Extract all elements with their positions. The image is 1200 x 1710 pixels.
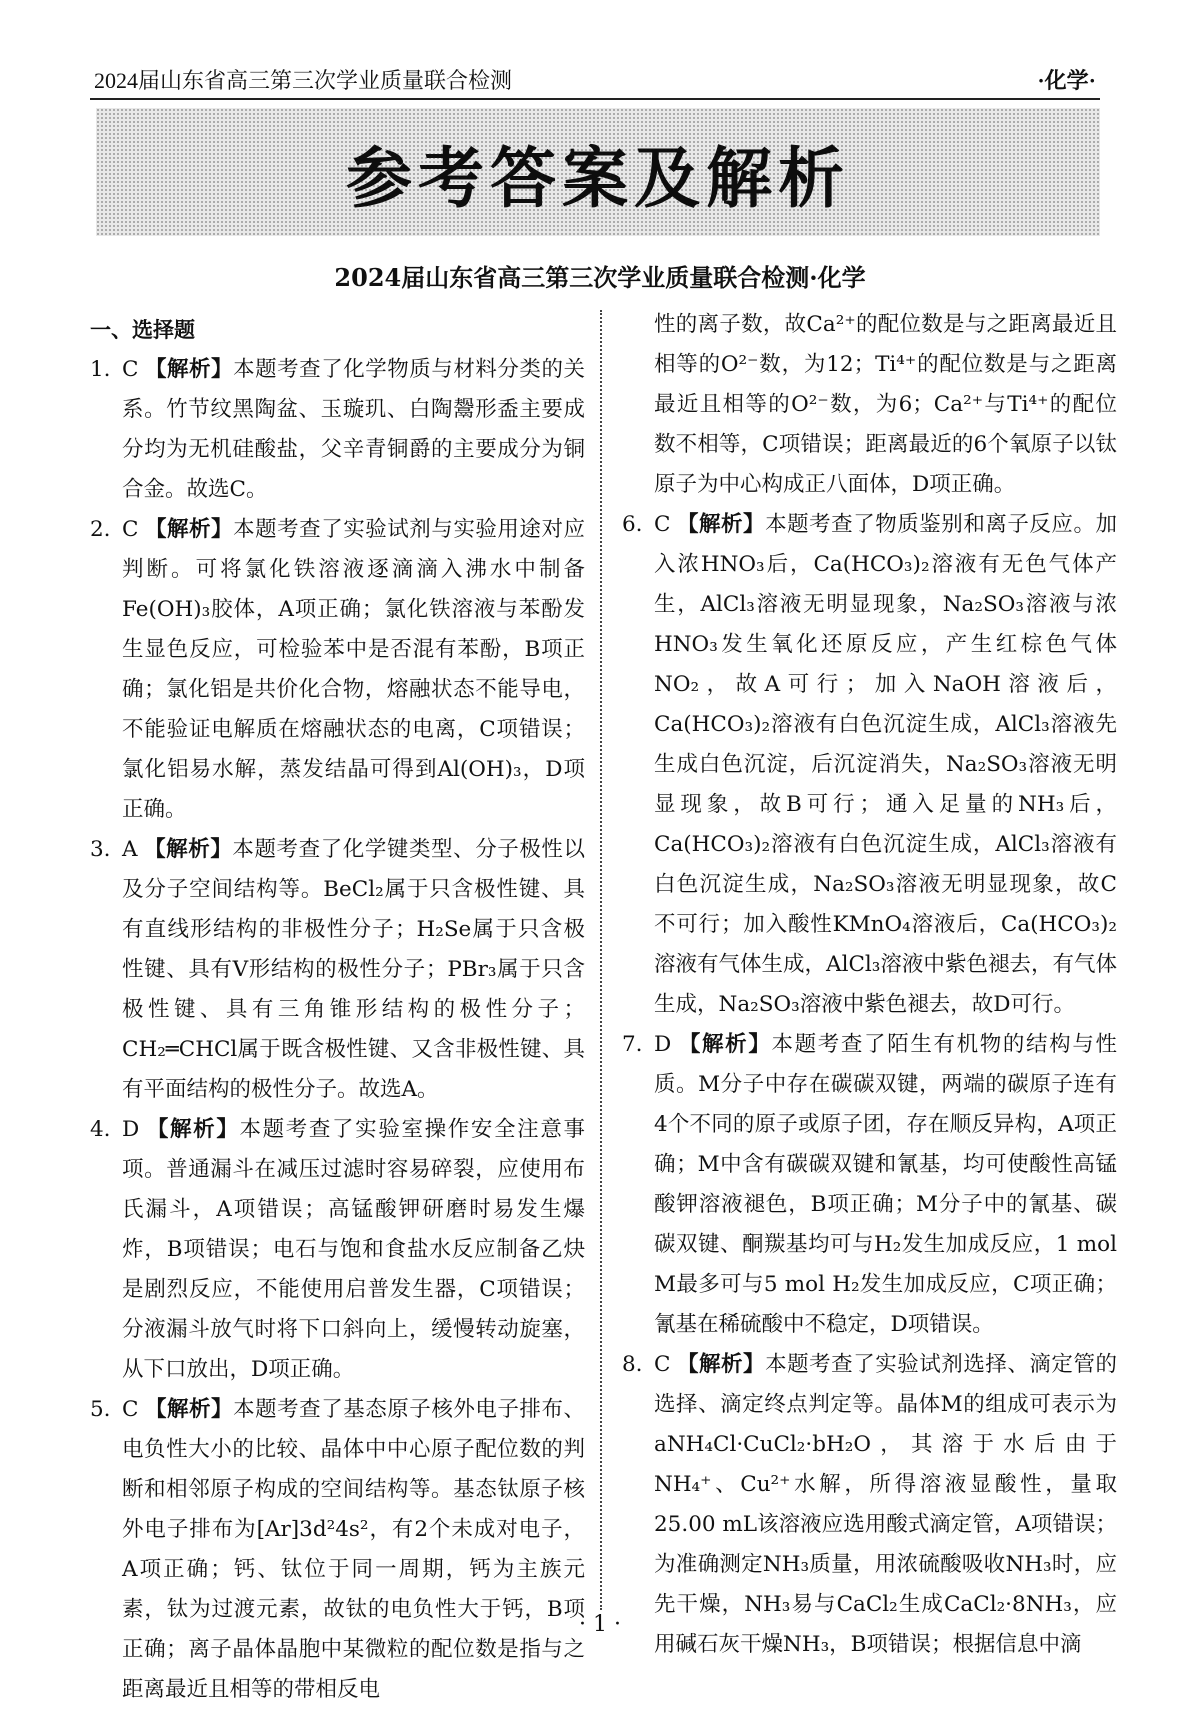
page-number: · 1 ·	[579, 1612, 621, 1637]
item-number: 2.	[90, 517, 111, 542]
item-number: 5.	[90, 1397, 111, 1422]
item-answer: D	[122, 1117, 140, 1142]
item-text: 本题考查了物质鉴别和离子反应。加入浓HNO₃后，Ca(HCO₃)₂溶液有无色气体产生，AlCl₃溶液无明显现象，Na₂SO₃溶液与浓HNO₃发生氧化还原反应，产生红棕色气体NO₂，故A可行；加入NaOH溶液后，Ca(HCO₃)₂溶液有白色沉淀生成，AlCl₃溶液先生成白色沉淀，后沉淀消失，Na₂SO₃溶液无明显现象，故B可行；通入足量的NH₃后，Ca(HCO₃)₂溶液有白色沉淀生成，AlCl₃溶液有白色沉淀生成，Na₂SO₃溶液无明显现象，故C不可行；加入酸性KMnO₄溶液后，Ca(HCO₃)₂溶液有气体生成，AlCl₃溶液中紫色褪去，有气体生成，Na₂SO₃溶液中紫色褪去，故D可行。	[654, 512, 1117, 1017]
item-number: 1.	[90, 357, 111, 382]
item-body	[122, 1390, 585, 1710]
item-answer: C	[654, 1352, 671, 1377]
item-answer: D	[654, 1032, 672, 1057]
item-tag: 【解析】	[144, 1397, 234, 1422]
item-text: 本题考查了实验室操作安全注意事项。普通漏斗在减压过滤时容易碎裂，应使用布氏漏斗，A项错误；高锰酸钾研磨时易发生爆炸，B项错误；电石与饱和食盐水反应制备乙炔是剧烈反应，不能使用启普发生器，C项错误；分液漏斗放气时将下口斜向上，缓慢转动旋塞，从下口放出，D项正确。	[122, 1117, 585, 1382]
column-divider	[600, 310, 602, 1610]
item-tag: 【解析】	[144, 357, 234, 382]
item-body	[122, 510, 585, 830]
answer-item-6	[622, 505, 1117, 1025]
item-text: 本题考查了化学键类型、分子极性以及分子空间结构等。BeCl₂属于只含极性键、具有直线形结构的非极性分子；H₂Se属于只含极性键、具有V形结构的极性分子；PBr₃属于只含极性键、具有三角锥形结构的极性分子；CH₂═CHCl属于既含极性键、又含非极性键、具有平面结构的极性分子。故选A。	[122, 837, 585, 1102]
section-title: 一、选择题	[90, 318, 195, 342]
running-header	[90, 62, 1100, 100]
header-exam-title: 2024届山东省高三第三次学业质量联合检测	[94, 68, 513, 93]
document-subtitle: 2024届山东省高三第三次学业质量联合检测·化学	[334, 263, 866, 292]
header-subject: ·化学·	[1037, 68, 1096, 93]
item-body	[122, 1110, 585, 1390]
answer-item-2	[90, 510, 585, 830]
answer-item-5-continued	[622, 305, 1117, 505]
answer-item-5	[90, 1390, 585, 1710]
item-body	[654, 505, 1117, 1025]
item-answer: C	[122, 357, 139, 382]
item-number: 4.	[90, 1117, 111, 1142]
item-text: 性的离子数，故Ca²⁺的配位数是与之距离最近且相等的O²⁻数，为12；Ti⁴⁺的配位数是与之距离最近且相等的O²⁻数，为6；Ca²⁺与Ti⁴⁺的配位数不相等，C项错误；距离最近的6个氧原子以钛原子为中心构成正八面体，D项正确。	[654, 312, 1117, 497]
item-text: 本题考查了化学物质与材料分类的关系。竹节纹黑陶盆、玉璇玑、白陶鬶形盉主要成分均为无机硅酸盐，父辛青铜爵的主要成分为铜合金。故选C。	[122, 357, 585, 502]
item-number: 7.	[622, 1032, 643, 1057]
item-answer: C	[654, 512, 671, 537]
answer-item-3	[90, 830, 585, 1110]
item-tag: 【解析】	[145, 1117, 240, 1142]
answer-item-4	[90, 1110, 585, 1390]
item-tag: 【解析】	[143, 837, 233, 862]
right-column	[622, 305, 1117, 1665]
item-number: 6.	[622, 512, 643, 537]
item-text: 本题考查了陌生有机物的结构与性质。M分子中存在碳碳双键，两端的碳原子连有4个不同的原子或原子团，存在顺反异构，A项正确；M中含有碳碳双键和氰基，均可使酸性高锰酸钾溶液褪色，B项正确；M分子中的氰基、碳碳双键、酮羰基均可与H₂发生加成反应，1 mol M最多可与5 mol H₂发生加成反应，C项正确；氰基在稀硫酸中不稳定，D项错误。	[654, 1032, 1117, 1337]
item-text: 本题考查了基态原子核外电子排布、电负性大小的比较、晶体中中心原子配位数的判断和相邻原子构成的空间结构等。基态钛原子核外电子排布为[Ar]3d²4s²，有2个未成对电子，A项正确；钙、钛位于同一周期，钙为主族元素，钛为过渡元素，故钛的电负性大于钙，B项正确；离子晶体晶胞中某微粒的配位数是指与之距离最近且相等的带相反电	[122, 1397, 585, 1702]
banner-title: 参考答案及解析	[346, 139, 850, 217]
item-text: 本题考查了实验试剂与实验用途对应判断。可将氯化铁溶液逐滴滴入沸水中制备Fe(OH)₃胶体，A项正确；氯化铁溶液与苯酚发生显色反应，可检验苯中是否混有苯酚，B项正确；氯化铝是共价化合物，熔融状态不能导电，不能验证电解质在熔融状态的电离，C项错误；氯化铝易水解，蒸发结晶可得到Al(OH)₃，D项正确。	[122, 517, 585, 822]
item-number: 3.	[90, 837, 111, 862]
item-tag: 【解析】	[144, 517, 234, 542]
item-number: 8.	[622, 1352, 643, 1377]
item-tag: 【解析】	[676, 512, 766, 537]
left-column	[90, 310, 585, 1710]
item-tag: 【解析】	[677, 1032, 772, 1057]
item-answer: C	[122, 1397, 139, 1422]
item-answer: C	[122, 517, 139, 542]
item-body	[122, 830, 585, 1110]
title-banner	[96, 108, 1100, 236]
answer-item-1	[90, 350, 585, 510]
item-tag: 【解析】	[676, 1352, 766, 1377]
item-answer: A	[122, 837, 138, 862]
item-body	[654, 1025, 1117, 1345]
item-body	[122, 350, 585, 510]
answer-item-7	[622, 1025, 1117, 1345]
item-text: 本题考查了实验试剂选择、滴定管的选择、滴定终点判定等。晶体M的组成可表示为aNH₄Cl·CuCl₂·bH₂O，其溶于水后由于NH₄⁺、Cu²⁺水解，所得溶液显酸性，量取25.00 mL该溶液应选用酸式滴定管，A项错误；为准确测定NH₃质量，用浓硫酸吸收NH₃时，应先干燥，NH₃易与CaCl₂生成CaCl₂·8NH₃，应用碱石灰干燥NH₃，B项错误；根据信息中滴	[654, 1352, 1117, 1657]
